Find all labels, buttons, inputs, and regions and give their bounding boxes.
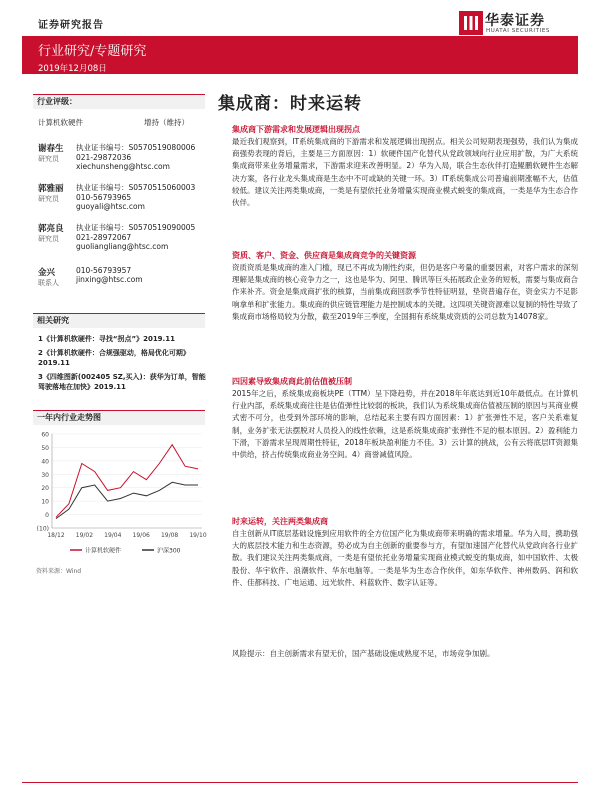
footer-divider [22, 782, 578, 783]
x-tick-label: 19/08 [160, 532, 179, 539]
section-paragraph: 最近我们观察到，IT系统集成商的下游需求和发展逻辑出现拐点。相关公司短期表现强势，我们认为集成商强势表现的背后，主要是三方面原因：1）软硬件国产化替代从党政领域向行业应用扩散，为广大系统集成商带来业务增量需求，下游需求迎来改善明显。2）华为入局，联合生态伙伴打造鲲鹏软硬件生态解决方案，各行业龙头集成商是生态中不可或缺的关键一环。3）IT系统集成公司普遍前期涨幅不大，估值较低。建议关注两类集成商，一类是有望依托业务增量实现商业模式蜕变的集成商，一类是华为生态合作伙伴。 [232, 137, 578, 208]
cert-number: S0570515060003 [128, 183, 196, 192]
related-list [38, 334, 208, 392]
legend-label: 计算机软硬件 [85, 547, 122, 555]
x-tick-label: 19/02 [75, 532, 94, 539]
analyst-phone: 010-56793965 [76, 193, 132, 202]
section-title: 四因素导致集成商此前估值被压制 [232, 377, 352, 386]
analyst-phone: 010-56793957 [76, 266, 132, 275]
analyst-email[interactable]: guoyali@htsc.com [76, 202, 145, 211]
section-title: 资质、客户、资金、供应商是集成商竞争的关键资源 [232, 251, 416, 260]
related-item[interactable]: 1《计算机软硬件：寻找“拐点”》2019.11 [38, 335, 175, 343]
analyst-role: 研究员 [38, 235, 59, 243]
analyst-phone: 021-29872036 [76, 153, 132, 162]
section-paragraph: 资质资质是集成商的准入门槛，现已不再成为刚性约束，但仍是客户考量的重要因素，对客户需求的深刻理解是集成商的核心竞争力之一，这也是华为、阿里、腾讯等巨头拓展政企业务的短板，需要与集成商合作来补齐。资金是集成商扩张的核算，当前集成商回款季节性特征明显，垫资普遍存在，资金实力不足影响拿单和扩张能力。集成商的供应链管理能力是控制成本的关键。这四项关键资源难以复制的特性导致了集成商市场格局较为分散，截至2019年三季度，全国拥有系统集成资质的公司总数为14078家。 [232, 263, 578, 321]
cert-label: 执业证书编号： [76, 223, 129, 232]
risk-notice: 风险提示：自主创新需求有望无价，国产基础设施成熟度不足，市场竞争加剧。 [232, 649, 495, 658]
related-item[interactable]: 2《计算机软硬件：合规强驱动，格局优化可期》2019.11 [38, 349, 190, 367]
analyst-email[interactable]: xiechunsheng@htsc.com [76, 162, 170, 171]
report-type-label: 证券研究报告 [38, 20, 104, 31]
analyst-name: 谢春生 [38, 144, 64, 154]
industry-trend-chart [30, 428, 210, 560]
analyst-phone: 021-28972067 [76, 233, 132, 242]
analyst-card [38, 222, 64, 244]
huatai-logo-icon [459, 11, 483, 35]
y-tick-label: 60 [41, 431, 49, 439]
rating-heading: 行业评级： [33, 94, 205, 109]
rating-value: 增持（维持） [144, 118, 189, 127]
y-tick-label: 40 [41, 458, 49, 466]
analyst-name: 郭雅丽 [38, 184, 64, 194]
report-category: 行业研究/专题研究 [38, 44, 147, 59]
analyst-email[interactable]: jinxing@htsc.com [76, 275, 143, 284]
analyst-card [38, 266, 59, 288]
x-tick-label: 19/04 [104, 532, 122, 539]
y-tick-label: (10) [36, 525, 49, 533]
cert-number: S0570519080006 [128, 143, 196, 152]
x-tick-label: 18/12 [47, 532, 65, 539]
y-tick-label: 50 [41, 444, 49, 452]
legend-label: 沪深300 [157, 547, 181, 555]
analyst-role: 研究员 [38, 195, 59, 203]
cert-label: 执业证书编号： [76, 183, 129, 192]
related-heading: 相关研究 [33, 313, 205, 328]
analyst-card [38, 182, 64, 204]
company-logo [459, 9, 559, 37]
section-paragraph: 2015年之后，系统集成商板块PE（TTM）呈下降趋势，并在2018年年底达到近10年最低点。在计算机行业内部，系统集成商往往是估值弹性比较弱的板块，我们认为系统集成商估值被压制的原因与其商业模式密不可分，也受到外部环境的影响，总结起来主要有四方面因素：1）扩张弹性不足，客户关系难复制，业务扩张无法摆脱对人员投入的线性依赖，这是系统集成商扩张弹性不足的根本原因。2）盈利能力下滑，下游需求呈现周期性特征，2018年板块盈利能力不佳。3）云计算的挑战，公有云将底层IT资源集中供给，挤占传统集成商业务空间。4）商誉减值风险。 [232, 389, 578, 460]
y-tick-label: 20 [41, 485, 49, 493]
cert-label: 执业证书编号： [76, 143, 129, 152]
x-tick-label: 19/06 [132, 532, 150, 539]
y-tick-label: 10 [41, 498, 49, 506]
series-line [56, 445, 198, 518]
section-title: 集成商下游需求和发展逻辑出现拐点 [232, 125, 360, 134]
logo-chinese-name: 华泰证券 [485, 13, 545, 29]
section-title: 时来运转，关注两类集成商 [232, 517, 328, 526]
section-paragraph: 自主创新从IT底层基础设施到应用软件的全方位国产化为集成商带来明确的需求增量。华为入局，携助强大的底层技术能力和生态资源，势必成为自主创新的重要参与方，有望加速国产化替代从党政向各行业扩散。我们建议关注两类集成商，一类是有望依托业务增量实现商业模式蜕变的集成商，如中国软件、太极股份、华宇软件、浪潮软件、华东电脑等。一类是华为生态合作伙伴，如东华软件、神州数码、润和软件、佳都科技、广电运通、远光软件、科蓝软件、数字认证等。 [232, 529, 578, 587]
related-item[interactable]: 3《四维图新(002405 SZ,买入)：获华为订单，智能驾驶落地在加快》2019.11 [38, 373, 206, 391]
rating-industry: 计算机软硬件 [38, 118, 83, 127]
analyst-name: 郭亮良 [38, 224, 64, 234]
report-date: 2019年12月08日 [38, 64, 107, 74]
chart-heading: 一年内行业走势图 [33, 410, 205, 425]
analyst-role: 研究员 [38, 155, 59, 163]
chart-source: 资料来源：Wind [36, 568, 82, 575]
analyst-name: 金兴 [38, 268, 56, 278]
article-title: 集成商：时来运转 [218, 94, 362, 114]
analyst-email[interactable]: guoliangliang@htsc.com [76, 242, 169, 251]
analyst-role: 联系人 [38, 279, 59, 287]
analyst-card [38, 142, 64, 164]
y-tick-label: 0 [45, 512, 49, 520]
x-tick-label: 19/10 [189, 532, 207, 539]
y-tick-label: 30 [41, 471, 49, 479]
logo-english-name: HUATAI SECURITIES [486, 28, 550, 34]
cert-number: S0570519090005 [128, 223, 196, 232]
